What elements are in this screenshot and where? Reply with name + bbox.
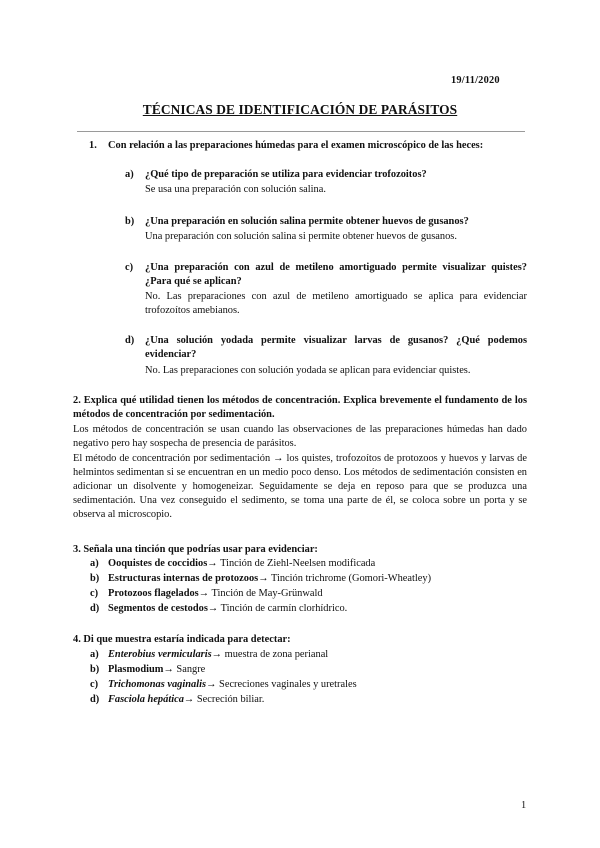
arrow-icon: → [163,664,174,675]
question-1b-label: b) [125,216,135,227]
question-3-text: 3. Señala una tinción que podrías usar para evidenciar: [73,544,318,555]
list-item-value: Tinción trichrome (Gomori-Wheatley) [268,573,432,584]
list-item-term: Estructuras internas de protozoos [108,573,259,584]
question-3-list [90,557,431,617]
answer-1a: Se usa una preparación con solución salina. [145,184,326,195]
list-item-term: Fasciola hepática [108,694,184,705]
question-1-number: 1. [89,140,97,151]
list-item [90,663,357,678]
arrow-icon: → [206,679,217,690]
list-item [90,602,431,617]
list-item-value: Sangre [173,664,206,675]
list-item [90,693,357,708]
list-item-term: Trichomonas vaginalis [108,679,207,690]
document-date: 19/11/2020 [451,75,500,86]
question-1c-text: ¿Una preparación con azul de metileno amortiguado permite visualizar quistes? ¿Para qué se aplican? [145,262,527,287]
list-item [90,678,357,693]
question-1d-text: ¿Una solución yodada permite visualizar larvas de gusanos? ¿Qué podemos evidenciar? [145,335,527,360]
question-2-paragraph-2: El método de concentración por sedimentación → los quistes, trofozoítos de protozoos y huevos y larvas de helmintos sedimentan si se encuentran en un medio poco denso. Los métodos de sedimentación consisten en adicionar un disolvente y homogeneizar. Seguidamente se deja en reposo para que se produzca una sedimentación. Una vez conseguido el sedimento, se toma una parte de él, se coloca sobre un porta y se observa al microscopio. [73,453,527,520]
arrow-icon: → [183,694,195,705]
question-1b-text: ¿Una preparación en solución salina permite obtener huevos de gusanos? [145,216,469,227]
question-1-text: Con relación a las preparaciones húmedas para el examen microscópico de las heces: [108,140,484,151]
question-2-paragraph-1: Los métodos de concentración se usan cuando las observaciones de las preparaciones húmedas han dado negativo pero hay sospecha de presencia de parásitos. [73,424,527,449]
list-item-value: Tinción de Ziehl-Neelsen modificada [217,558,376,569]
arrow-icon: → [198,588,210,599]
list-item-label: a) [90,558,99,569]
question-1c-label: c) [125,262,134,273]
question-1a-text: ¿Qué tipo de preparación se utiliza para evidenciar trofozoitos? [145,169,427,180]
list-item-value: Tinción de May-Grünwald [209,588,323,599]
list-item-value: Tinción de carmín clorhídrico. [218,603,348,614]
list-item [90,557,431,572]
arrow-icon: → [211,649,223,660]
list-item-label: b) [90,573,100,584]
answer-1c: No. Las preparaciones con azul de metileno amortiguado se aplica para evidenciar trofozoítos amebianos. [145,291,527,316]
list-item-term: Ooquistes de coccidios [108,558,208,569]
question-4-list [90,648,357,708]
list-item-term: Enterobius vermicularis [108,649,212,660]
list-item [90,587,431,602]
arrow-icon: → [258,573,269,584]
list-item [90,572,431,587]
list-item-term: Segmentos de cestodos [108,603,208,614]
arrow-icon: → [207,603,219,614]
list-item-label: a) [90,649,99,660]
list-item-label: c) [90,679,99,690]
list-item-label: d) [90,603,100,614]
list-item-term: Plasmodium [108,664,164,675]
list-item-label: b) [90,664,100,675]
list-item-label: d) [90,694,100,705]
list-item-value: Secreción biliar. [194,694,265,705]
list-item [90,648,357,663]
document-title: TÉCNICAS DE IDENTIFICACIÓN DE PARÁSITOS [142,102,458,117]
list-item-term: Protozoos flagelados [108,588,199,599]
answer-1b: Una preparación con solución salina si permite obtener huevos de gusanos. [145,231,457,242]
title-divider [77,131,525,132]
list-item-label: c) [90,588,99,599]
answer-1d: No. Las preparaciones con solución yodada se aplican para evidenciar quistes. [145,365,471,376]
question-2-text: 2. Explica qué utilidad tienen los métodos de concentración. Explica brevemente el fundamento de los métodos de concentración por sedimentación. [73,395,527,420]
page-number: 1 [521,800,527,811]
question-4-text: 4. Di que muestra estaría indicada para detectar: [73,634,291,645]
list-item-value: Secreciones vaginales y uretrales [216,679,357,690]
question-1d-label: d) [125,335,135,346]
list-item-value: muestra de zona perianal [222,649,329,660]
arrow-icon: → [207,558,218,569]
question-1a-label: a) [125,169,134,180]
